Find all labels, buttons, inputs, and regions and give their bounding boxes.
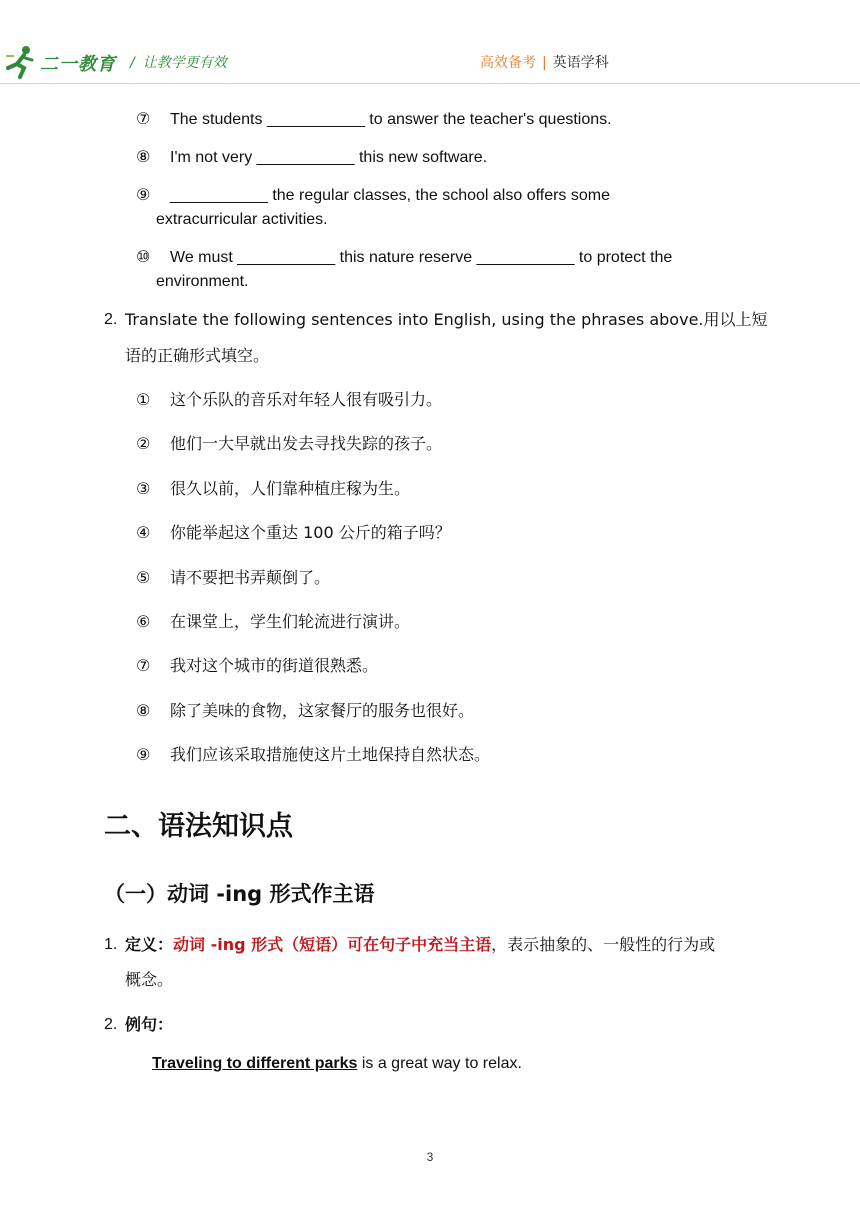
item-number: ⑨ [136,187,151,204]
item-number: ④ [136,523,151,542]
header-tag: 高效备考 [480,55,536,71]
runner-logo-icon [2,44,38,80]
item-text: this new software. [354,149,488,166]
list-item [136,146,487,170]
list-item [136,610,410,634]
item-text: I'm not very [170,149,257,166]
item-text: 你能举起这个重达 100 公斤的箱子吗？ [170,523,451,542]
blank-line: ___________ [476,249,575,266]
definition-continuation: 概念。 [125,970,174,989]
list-item [136,654,378,678]
brand-name: 二一教育 [40,54,116,75]
header-divider-line [0,83,860,84]
blank-line: ___________ [237,249,336,266]
page-number: 3 [426,1150,434,1164]
item-continuation: extracurricular activities. [156,211,328,228]
list-item [136,477,410,501]
example-sentence [152,1052,522,1076]
example-label: 例句： [125,1015,174,1034]
subsection-heading: （一）动词 -ing 形式作主语 [104,882,375,906]
header-subject [480,52,609,72]
item-number: ⑤ [136,568,151,587]
list-item [136,432,442,456]
blank-line: ___________ [170,187,268,204]
item-text: this nature reserve [335,249,477,266]
subject-label: 英语学科 [552,55,609,71]
example-number: 2. [104,1016,118,1033]
item-number: ⑧ [136,701,151,720]
item-number: ⑥ [136,612,151,631]
blank-line: ___________ [266,111,365,128]
item-number: ③ [136,479,151,498]
blank-line: ___________ [256,149,355,166]
item-text: to answer the teacher's questions. [364,111,612,128]
list-item [136,184,610,208]
item-number: ⑦ [136,656,151,675]
item-number: ⑦ [136,111,151,128]
item-text: 很久以前，人们靠种植庄稼为生。 [170,479,411,498]
item-continuation: environment. [156,273,249,290]
item-number: ② [136,434,151,453]
item-text: 我对这个城市的街道很熟悉。 [170,656,379,675]
definition-text: ，表示抽象的、一般性的行为或 [491,935,716,954]
item-text: 他们一大早就出发去寻找失踪的孩子。 [170,434,443,453]
example-rest: is a great way to relax. [357,1055,522,1072]
list-item [136,566,330,590]
slogan [130,52,227,72]
item-text: 请不要把书弄颠倒了。 [170,568,331,587]
slogan-slash: / [130,55,135,71]
item-text: 在课堂上，学生们轮流进行演讲。 [170,612,411,631]
page-header [0,40,860,86]
item-text: 这个乐队的音乐对年轻人很有吸引力。 [170,390,443,409]
list-item [136,699,474,723]
item-number: ⑧ [136,149,151,166]
instruction-text: Translate the following sentences into English, using the phrases above.用以上短 [125,310,768,329]
slogan-text: 让教学更有效 [142,55,227,71]
item-number: ⑩ [136,249,151,266]
item-text: 我们应该采取措施使这片土地保持自然状态。 [170,745,491,764]
header-divider: | [542,55,547,71]
definition-highlight: 动词 -ing 形式（短语）可在句子中充当主语 [173,935,492,954]
list-item [136,388,442,412]
instruction-number: 2. [104,311,118,328]
list-item [136,521,451,545]
definition-number: 1. [104,936,118,953]
list-item [136,743,490,767]
list-item [136,108,612,132]
section-heading: 二、语法知识点 [104,811,293,842]
example-subject: Traveling to different parks [152,1055,358,1072]
instruction-text: 语的正确形式填空。 [125,346,270,365]
definition-line [125,933,715,957]
item-number: ① [136,390,151,409]
list-item [136,246,672,270]
item-number: ⑨ [136,745,151,764]
item-text: The students [170,111,267,128]
item-text: the regular classes, the school also offers some [267,187,610,204]
item-text: to protect the [574,249,673,266]
item-text: We must [170,249,238,266]
definition-label: 定义： [125,935,174,954]
item-text: 除了美味的食物，这家餐厅的服务也很好。 [170,701,475,720]
